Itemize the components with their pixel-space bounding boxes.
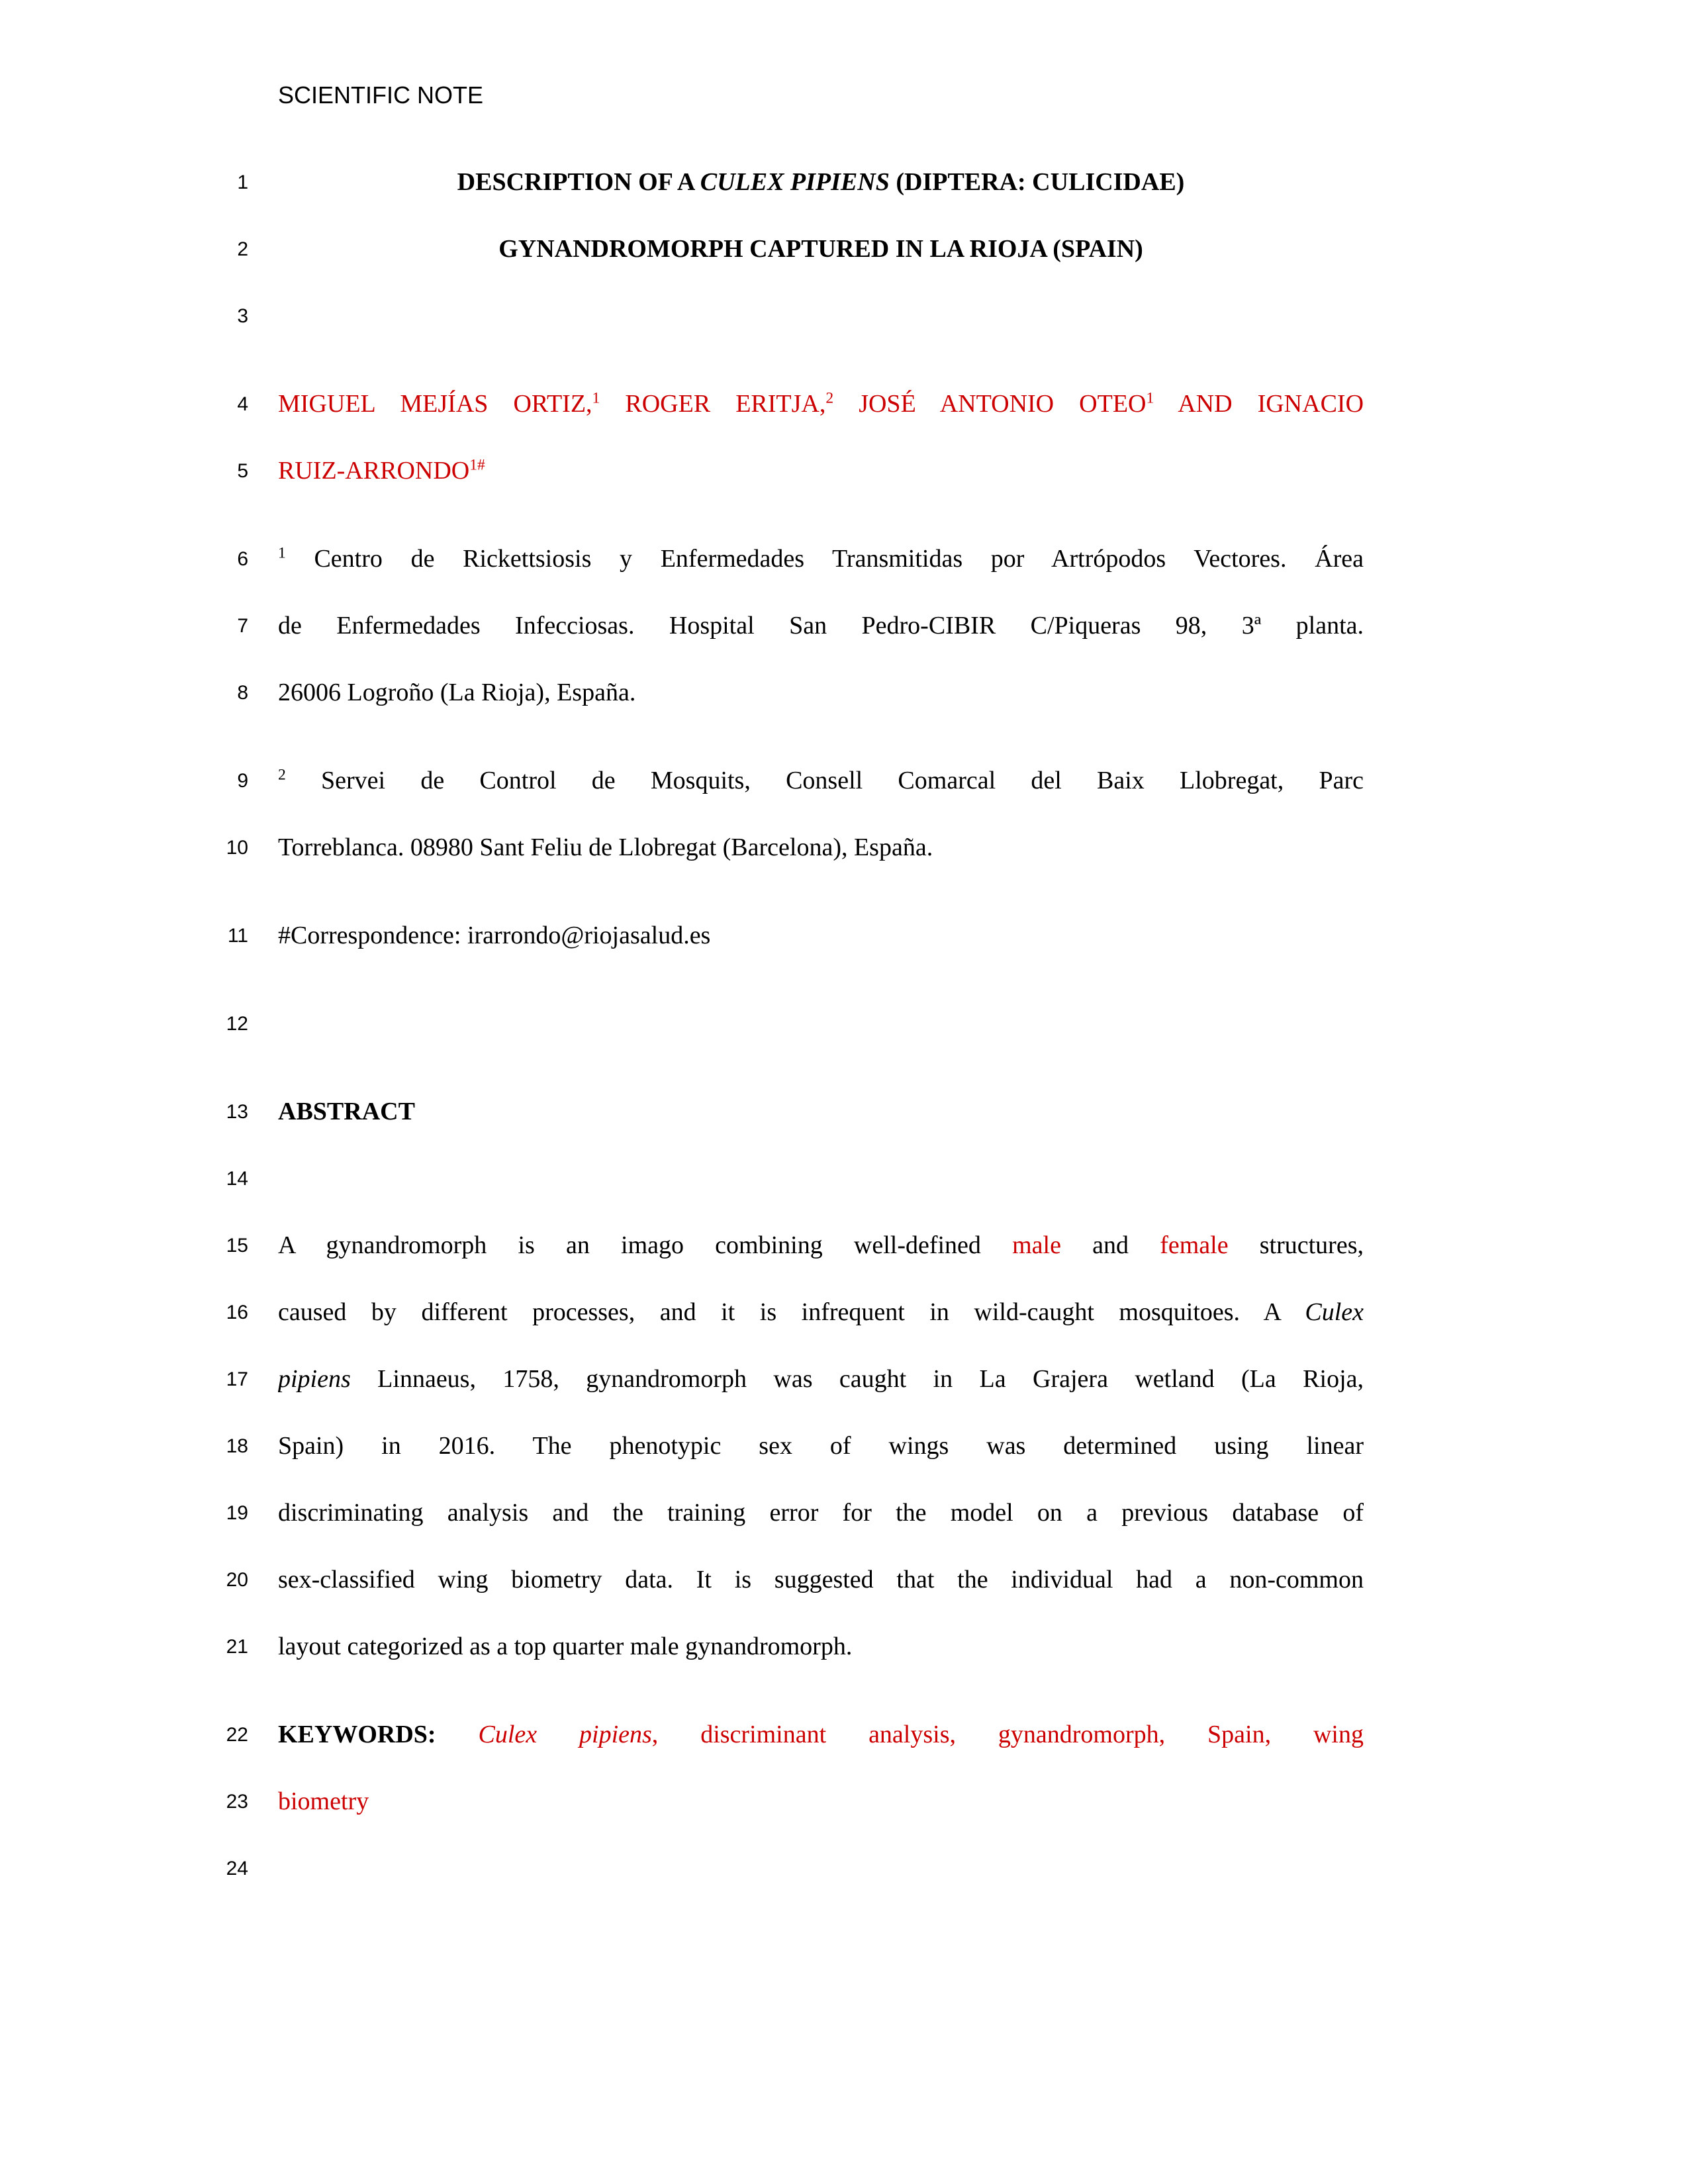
- running-head: SCIENTIFIC NOTE: [278, 81, 484, 109]
- text-segment: KEYWORDS:: [278, 1721, 479, 1748]
- text-segment: 26006 Logroño (La Rioja), España.: [278, 679, 636, 706]
- line-text: [278, 747, 1364, 814]
- line-text: [278, 814, 1364, 881]
- line-text: [278, 1546, 1364, 1613]
- line-text: [278, 526, 1364, 593]
- line-number: 1: [237, 171, 248, 193]
- text-segment: , discriminant analysis, gynandromorph, Spain, wing: [651, 1721, 1364, 1748]
- line-number: 9: [237, 770, 248, 792]
- line-number: 13: [226, 1101, 248, 1123]
- line-number: 10: [226, 837, 248, 859]
- manuscript-line: [0, 1480, 1688, 1546]
- text-segment: Culex: [1305, 1298, 1364, 1326]
- line-number: 7: [237, 615, 248, 637]
- text-segment: female: [1160, 1231, 1229, 1259]
- line-number: 21: [226, 1636, 248, 1658]
- line-number: 11: [227, 925, 248, 947]
- line-number: 5: [237, 460, 248, 482]
- text-segment: JOSÉ ANTONIO OTEO: [833, 390, 1147, 418]
- text-segment: DESCRIPTION OF A: [457, 168, 700, 196]
- line-number: 14: [226, 1168, 248, 1190]
- manuscript-lines: [0, 149, 1688, 1902]
- line-text: [278, 438, 1364, 504]
- manuscript-line: [0, 1078, 1688, 1145]
- manuscript-line: [0, 902, 1688, 969]
- manuscript-line: [0, 659, 1688, 726]
- text-segment: Servei de Control de Mosquits, Consell Comarcal del Baix Llobregat, Parc: [285, 767, 1364, 794]
- text-segment: 2: [278, 766, 286, 784]
- line-text: [278, 1480, 1364, 1546]
- text-segment: RUIZ-ARRONDO: [278, 457, 470, 485]
- line-text: [278, 1145, 1364, 1212]
- line-number: 8: [237, 682, 248, 704]
- line-number: 17: [226, 1368, 248, 1390]
- manuscript-line: [0, 438, 1688, 504]
- line-number: 12: [226, 1013, 248, 1035]
- text-segment: AND IGNACIO: [1154, 390, 1364, 418]
- text-segment: and: [1060, 1231, 1160, 1259]
- line-number: 24: [226, 1858, 248, 1879]
- text-segment: 1: [592, 389, 600, 407]
- manuscript-line: [0, 747, 1688, 814]
- text-segment: Centro de Rickettsiosis y Enfermedades Transmitidas por Artrópodos Vectores. Área: [285, 545, 1364, 573]
- manuscript-line: [0, 149, 1688, 216]
- line-number: 2: [237, 238, 248, 260]
- manuscript-line: [0, 216, 1688, 283]
- line-text: [278, 1835, 1364, 1902]
- text-segment: 1: [278, 544, 286, 562]
- text-segment: sex-classified wing biometry data. It is suggested that the individual had a non-common: [278, 1566, 1364, 1593]
- line-text: [278, 990, 1364, 1057]
- line-number: 20: [226, 1569, 248, 1591]
- text-segment: Spain) in 2016. The phenotypic sex of wings was determined using linear: [278, 1432, 1364, 1460]
- line-text: [278, 1413, 1364, 1480]
- text-segment: discriminating analysis and the training error for the model on a previous database of: [278, 1499, 1364, 1527]
- text-segment: Torreblanca. 08980 Sant Feliu de Llobregat (Barcelona), España.: [278, 833, 933, 861]
- line-number: 16: [226, 1302, 248, 1323]
- manuscript-line: [0, 1701, 1688, 1768]
- text-segment: 1#: [469, 456, 485, 474]
- manuscript-line: [0, 1413, 1688, 1480]
- text-segment: biometry: [278, 1787, 369, 1815]
- text-segment: layout categorized as a top quarter male gynandromorph.: [278, 1633, 853, 1660]
- text-segment: 1: [1146, 389, 1154, 407]
- line-text: [278, 1078, 1364, 1145]
- text-segment: Culex pipiens: [478, 1721, 652, 1748]
- text-segment: de Enfermedades Infecciosas. Hospital San Pedro-CIBIR C/Piqueras 98, 3ª planta.: [278, 612, 1364, 640]
- line-text: [278, 1279, 1364, 1346]
- line-text: [278, 659, 1364, 726]
- text-segment: structures,: [1228, 1231, 1364, 1259]
- text-segment: GYNANDROMORPH CAPTURED IN LA RIOJA (SPAIN): [498, 235, 1143, 263]
- line-number: 22: [226, 1724, 248, 1746]
- text-segment: (DIPTERA: CULICIDAE): [889, 168, 1185, 196]
- line-text: [278, 1346, 1364, 1413]
- manuscript-line: [0, 1279, 1688, 1346]
- line-text: [278, 1613, 1364, 1680]
- manuscript-line: [0, 1768, 1688, 1835]
- line-text: [278, 149, 1364, 216]
- text-segment: Linnaeus, 1758, gynandromorph was caught in La Grajera wetland (La Rioja,: [350, 1365, 1364, 1393]
- manuscript-line: [0, 1613, 1688, 1680]
- text-segment: caused by different processes, and it is infrequent in wild-caught mosquitoes. A: [278, 1298, 1305, 1326]
- line-text: [278, 902, 1364, 969]
- line-number: 18: [226, 1435, 248, 1457]
- text-segment: 2: [825, 389, 834, 407]
- line-text: [278, 216, 1364, 283]
- line-number: 23: [226, 1791, 248, 1813]
- line-text: [278, 1212, 1364, 1279]
- line-text: [278, 1768, 1364, 1835]
- manuscript-line: [0, 1145, 1688, 1212]
- line-number: 3: [237, 305, 248, 327]
- manuscript-line: [0, 593, 1688, 659]
- text-segment: A gynandromorph is an imago combining well-defined: [278, 1231, 1013, 1259]
- manuscript-line: [0, 1212, 1688, 1279]
- text-segment: ABSTRACT: [278, 1098, 415, 1125]
- text-segment: CULEX PIPIENS: [700, 168, 890, 196]
- manuscript-line: [0, 990, 1688, 1057]
- line-number: 15: [226, 1235, 248, 1257]
- text-segment: MIGUEL MEJÍAS ORTIZ,: [278, 390, 592, 418]
- manuscript-line: [0, 283, 1688, 350]
- text-segment: pipiens: [278, 1365, 351, 1393]
- manuscript-line: [0, 526, 1688, 593]
- manuscript-line: [0, 1546, 1688, 1613]
- line-text: [278, 593, 1364, 659]
- line-number: 6: [237, 548, 248, 570]
- manuscript-line: [0, 1346, 1688, 1413]
- line-number: 19: [226, 1502, 248, 1524]
- manuscript-line: [0, 814, 1688, 881]
- text-segment: #Correspondence: irarrondo@riojasalud.es: [278, 922, 711, 949]
- line-number: 4: [237, 393, 248, 415]
- line-text: [278, 283, 1364, 350]
- manuscript-line: [0, 1835, 1688, 1902]
- manuscript-line: [0, 371, 1688, 438]
- line-text: [278, 371, 1364, 438]
- line-text: [278, 1701, 1364, 1768]
- text-segment: male: [1012, 1231, 1061, 1259]
- text-segment: ROGER ERITJA,: [600, 390, 826, 418]
